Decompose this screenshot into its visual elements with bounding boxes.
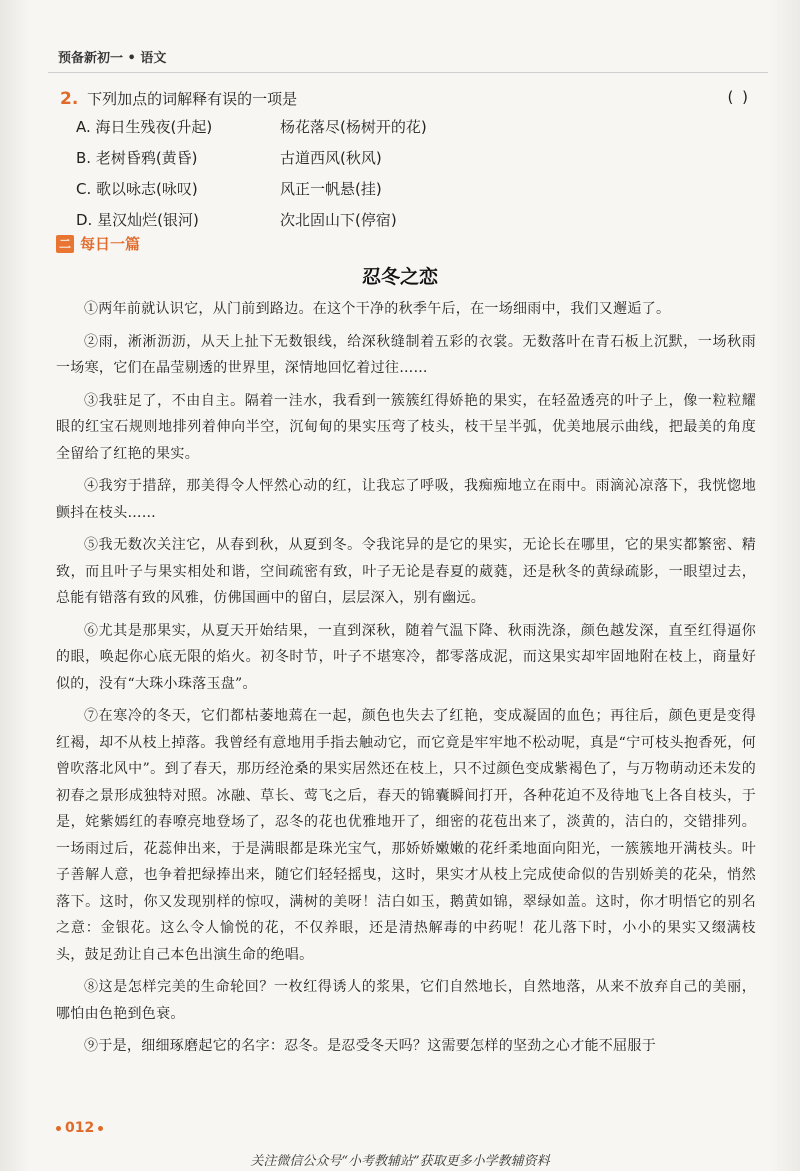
book-header: 预备新初一 • 语文 (58, 51, 167, 66)
option-c (76, 178, 427, 209)
option-a (76, 116, 427, 147)
option-a-second: 杨花落尽(杨树开的花) (280, 118, 427, 136)
question-options (76, 116, 427, 240)
answer-blank: ( ) (727, 88, 750, 106)
essay-paragraph: ⑦在寒冷的冬天，它们都枯萎地蔫在一起，颜色也失去了红艳，变成凝固的血色；再往后，颜色更是变得红褐，却不从枝上掉落。我曾经有意地用手指去触动它，而它竟是牢牢地不松动呢，真是“宁可枝头抱香死，何曾吹落北风中”。到了春天，那历经沧桑的果实居然还在枝上，只不过颜色变成紫褐色了，与万物萌动还未发的初春之景形成独特对照。冰融、草长、莺飞之后，春天的锦囊瞬间打开，各种花迫不及待地飞上各自枝头，于是，姹紫嫣红的春嘹亮地登场了，忍冬的花也优雅地开了，细密的花苞出来了，淡黄的，洁白的，交错排列。一场雨过后，花蕊伸出来，于是满眼都是珠光宝气，那娇娇嫩嫩的花纤柔地面向阳光，一簇簇地开满枝头。叶子善解人意，也争着把绿捧出来，随它们轻轻摇曳，这时，果实才从枝上完成使命似的告别娇美的花朵，悄然落下。这时，你又发现别样的惊叹，满树的美呀！洁白如玉，鹅黄如锦，翠绿如盖。这时，你才明悟它的别名之意：金银花。这么令人愉悦的花，不仅养眼，还是清热解毒的中药呢！花儿落下时，小小的果实又缀满枝头，鼓足劲让自己本色出演生命的绝唱。 (56, 708, 756, 963)
essay-body (56, 296, 756, 1066)
question-2 (60, 88, 750, 112)
option-d-first: D. 星汉灿烂(银河) (76, 211, 199, 229)
page-number-text: 012 (65, 1120, 95, 1136)
question-text: 下列加点的词解释有误的一项是 (87, 90, 298, 108)
footer-note: 关注微信公众号“小考教辅站”获取更多小学教辅资料 (250, 1154, 550, 1169)
page-number (52, 1120, 107, 1136)
essay-paragraph: ⑨于是，细细琢磨起它的名字：忍冬。是忍受冬天吗？这需要怎样的坚劲之心才能不屈服于 (84, 1038, 656, 1054)
option-a-first: A. 海日生残夜(升起) (76, 118, 213, 136)
essay-paragraph: ①两年前就认识它，从门前到路边。在这个干净的秋季午后，在一场细雨中，我们又邂逅了。 (84, 301, 671, 317)
option-d-second: 次北固山下(停宿) (280, 211, 397, 229)
option-b-second: 古道西风(秋风) (280, 149, 382, 167)
essay-paragraph: ⑥尤其是那果实，从夏天开始结果，一直到深秋，随着气温下降、秋雨洗涤，颜色越发深，直至红得逼你的眼，唤起你心底无限的焰火。初冬时节，叶子不堪寒冷，都零落成泥，而这果实却牢固地附在枝上，商量好似的，没有“大珠小珠落玉盘”。 (56, 622, 756, 692)
header-divider (48, 72, 768, 73)
dot-icon (56, 1126, 61, 1131)
option-b-first: B. 老树昏鸦(黄昏) (76, 149, 198, 167)
dot-icon (98, 1126, 103, 1131)
option-c-second: 风正一帆悬(挂) (280, 180, 382, 198)
option-b (76, 147, 427, 178)
essay-paragraph: ③我驻足了，不由自主。隔着一洼水，我看到一簇簇红得娇艳的果实，在轻盈透亮的叶子上，像一粒粒耀眼的红宝石规则地排列着伸向半空，沉甸甸的果实压弯了枝头，枝干呈半弧，优美地展示曲线，把最美的角度全留给了红艳的果实。 (56, 392, 756, 462)
essay-title: 忍冬之恋 (361, 266, 438, 288)
section-label: 每日一篇 (80, 235, 141, 253)
essay-paragraph: ⑧这是怎样完美的生命轮回？一枚红得诱人的浆果，它们自然地长，自然地落，从来不放弃自己的美丽，哪怕由色艳到色衰。 (56, 979, 756, 1022)
essay-paragraph: ④我穷于措辞，那美得令人怦然心动的红，让我忘了呼吸，我痴痴地立在雨中。雨滴沁凉落下，我恍惚地颤抖在枝头…… (56, 478, 756, 521)
question-number: 2. (60, 89, 79, 109)
section-number-icon: 二 (56, 235, 74, 253)
essay-paragraph: ⑤我无数次关注它，从春到秋，从夏到冬。令我诧异的是它的果实，无论长在哪里，它的果实都繁密、精致，而且叶子与果实相处和谐，空间疏密有致，叶子无论是春夏的葳蕤，还是秋冬的黄绿疏影，一眼望过去，总能有错落有致的风雅，仿佛国画中的留白，层层深入，别有幽远。 (56, 537, 756, 606)
essay-paragraph: ②雨，淅淅沥沥，从天上扯下无数银线，给深秋缝制着五彩的衣裳。无数落叶在青石板上沉默，一场秋雨一场寒，它们在晶莹剔透的世界里，深情地回忆着过往…… (56, 333, 756, 376)
section-heading (56, 233, 140, 254)
option-c-first: C. 歌以咏志(咏叹) (76, 180, 198, 198)
